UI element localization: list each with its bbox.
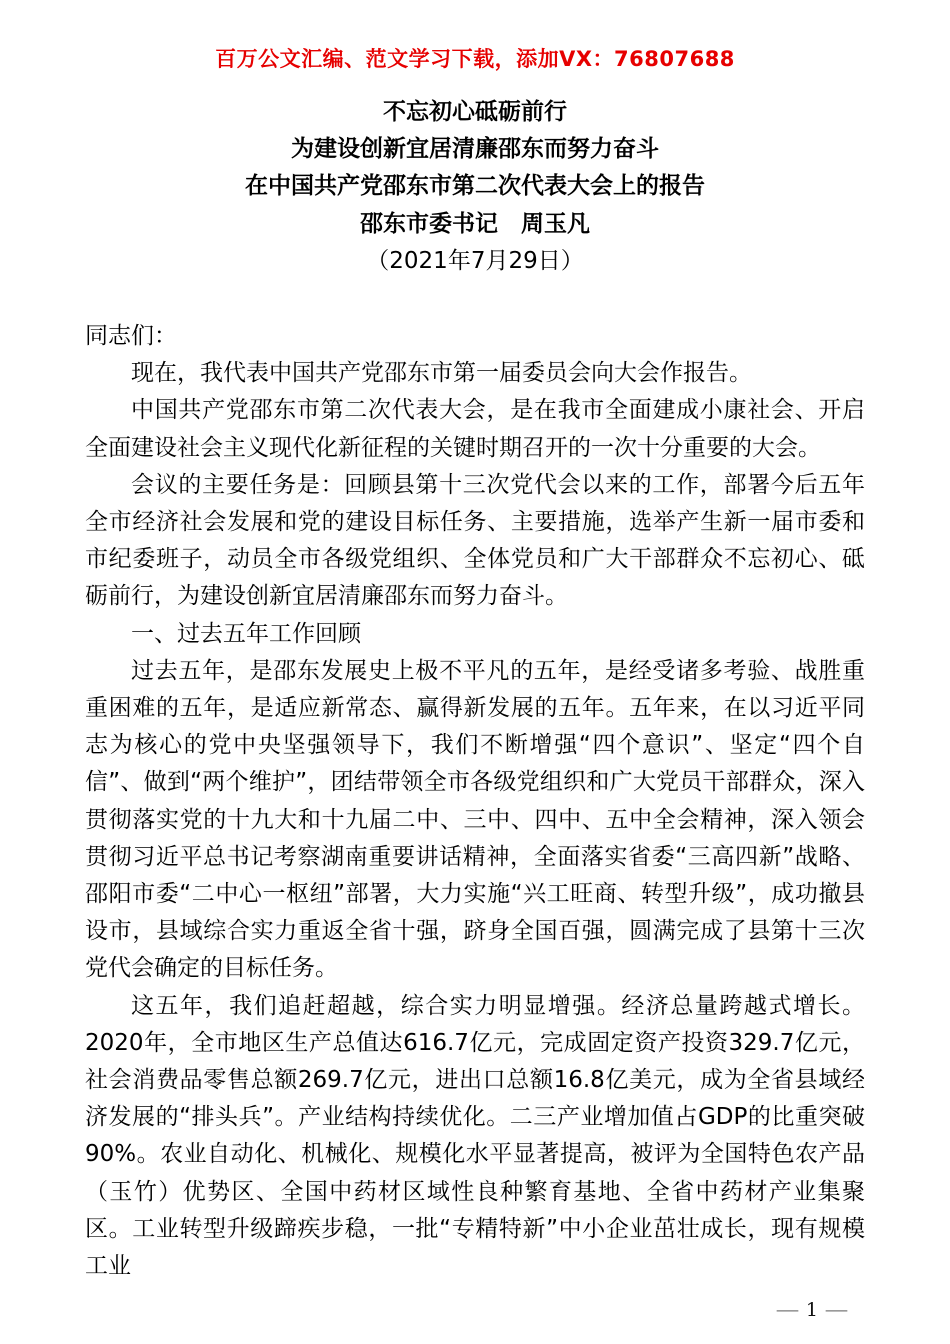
title-line-1: 不忘初心砥砺前行 <box>383 99 567 125</box>
paragraph-report-intro: 现在，我代表中国共产党邵东市第一届委员会向大会作报告。 <box>131 360 752 387</box>
author-line: 邵东市委书记 周玉凡 <box>360 210 590 237</box>
paragraph-meeting-tasks: 会议的主要任务是：回顾县第十三次党代会以来的工作，部署今后五年全市经济社会发展和党的建设目标任务、主要措施，选举产生新一届市委和市纪委班子，动员全市各级党组织、全体党员和广大干部群众不忘初心、砥砺前行，为建设创新宜居清廉邵东而努力奋斗。 <box>85 471 865 610</box>
paragraph-five-year-review: 过去五年，是邵东发展史上极不平凡的五年，是经受诸多考验、战胜重重困难的五年，是适应新常态、赢得新发展的五年。五年来，在以习近平同志为核心的党中央坚强领导下，我们不断增强“四个意识”、坚定“四个自信”、做到“两个维护”，团结带领全市各级党组织和广大党员干部群众，深入贯彻落实党的十九大和十九届二中、三中、四中、五中全会精神，深入领会贯彻习近平总书记考察湖南重要讲话精神，全面落实省委“三高四新”战略、邵阳市委“二中心一枢纽”部署，大力实施“兴工旺商、转型升级”，成功撤县设市，县域综合实力重返全省十强，跻身全国百强，圆满完成了县第十三次党代会确定的目标任务。 <box>85 657 865 982</box>
document-body <box>85 318 865 1285</box>
title-line-2: 为建设创新宜居清廉邵东而努力奋斗 <box>291 136 659 163</box>
paragraph-congress-significance: 中国共产党邵东市第二次代表大会，是在我市全面建成小康社会、开启全面建设社会主义现代化新征程的关键时期召开的一次十分重要的大会。 <box>85 397 865 461</box>
paragraph-economic-achievements: 这五年，我们追赶超越，综合实力明显增强。经济总量跨越式增长。2020年，全市地区生产总值达616.7亿元，完成固定资产投资329.7亿元，社会消费品零售总额269.7亿元，进出口总额16.8亿美元，成为全省县域经济发展的“排头兵”。产业结构持续优化。二三产业增加值占GDP的比重突破90%。农业自动化、机械化、规模化水平显著提高，被评为全国特色农产品（玉竹）优势区、全国中药材区域性良种繁育基地、全省中药材产业集聚区。工业转型升级蹄疾步稳，一批“专精特新”中小企业茁壮成长，现有规模工业 <box>85 992 865 1280</box>
page-number <box>775 1297 849 1323</box>
page-number-dash-left: — <box>775 1299 800 1321</box>
title-line-3: 在中国共产党邵东市第二次代表大会上的报告 <box>245 173 705 200</box>
page-number-value: 1 <box>805 1299 818 1321</box>
page-number-dash-right: — <box>824 1299 849 1321</box>
title-block <box>85 94 865 280</box>
date-line: （2021年7月29日） <box>366 247 584 274</box>
salutation: 同志们： <box>85 323 177 349</box>
section-heading: 一、过去五年工作回顾 <box>131 620 361 647</box>
watermark-header: 百万公文汇编、范文学习下载，添加VX：76807688 <box>215 47 735 71</box>
